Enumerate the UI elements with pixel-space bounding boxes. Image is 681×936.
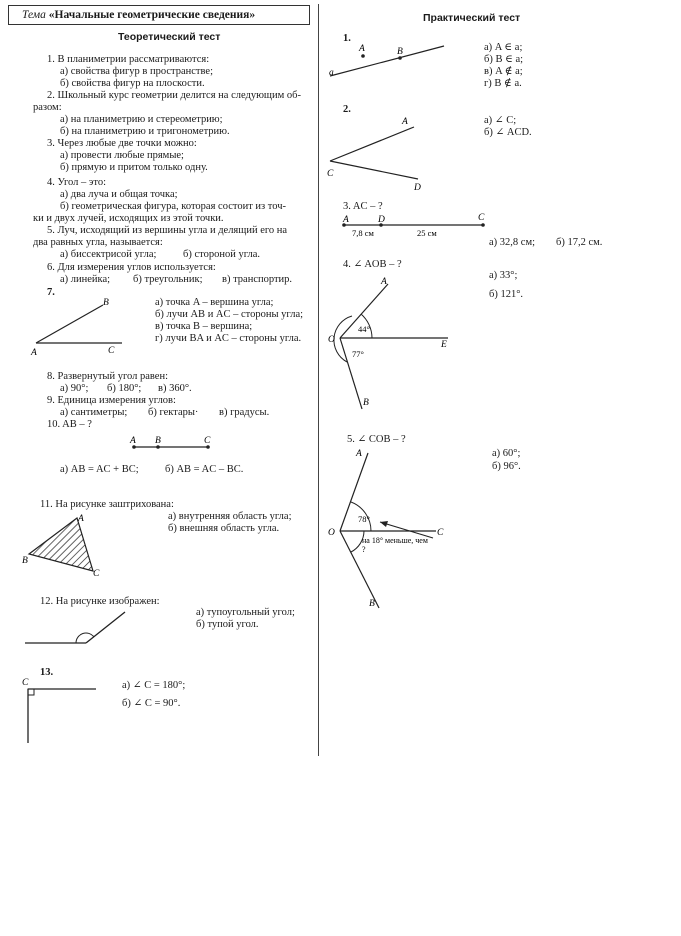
q7-option-c: в) точка B – вершина; [155,321,253,332]
p2: 2. [343,104,351,115]
practice-title: Практический тест [423,12,521,24]
q9-option-a: а) сантиметры; [60,407,128,418]
q5: 5. Луч, исходящий из вершины угла и делящий его на [47,225,288,236]
p5-question: ? [362,545,366,554]
p1-option-a: а) A ∈ a; [484,42,523,53]
q2: 2. Школьный курс геометрии делится на следующим об- [47,90,301,101]
p5-note: на 18° меньше, чем [362,536,428,545]
p3-label-c: C [478,213,485,223]
q10-label-c: C [204,436,211,446]
p4-option-b: б) 121°. [489,289,524,300]
p3-label-ad: 7,8 см [352,228,374,238]
q11-option-a: а) внутренняя область угла; [168,511,292,522]
q7-option-d: г) лучи BA и AC – стороны угла. [155,333,302,344]
p1-option-b: б) B ∈ a; [484,54,524,65]
q12: 12. На рисунке изображен: [40,596,160,607]
q6-option-b: б) треугольник; [133,274,203,285]
q13-label-c: C [22,678,29,688]
q10: 10. AB – ? [47,419,92,430]
p4-label-e: E [441,340,447,350]
q1-option-a: а) свойства фигур в пространстве; [60,66,213,77]
topic-prefix: Тема [22,9,46,21]
p3-option-b: б) 17,2 см. [556,237,603,248]
q7-label-b: B [103,298,109,308]
p4: 4. ∠ AOB – ? [343,259,402,270]
q4-option-b-cont: ки и двух лучей, исходящих из этой точки. [33,213,224,224]
q11-label-b: B [22,556,28,566]
q10-option-b: б) AB = AC – BC. [165,464,244,475]
q5-option-a: а) биссектрисой угла; [60,249,157,260]
q10-label-b: B [155,436,161,446]
q12-option-b: б) тупой угол. [196,619,259,630]
q7: 7. [47,287,55,298]
p5-option-b: б) 96°. [492,461,521,472]
p2-label-a: A [402,117,408,127]
p1-label-a: A [359,44,365,54]
q5-cont: два равных угла, называется: [33,237,163,248]
p5-angle-78: 78° [358,514,370,524]
p5-label-b: B [369,599,375,609]
p5: 5. ∠ COB – ? [347,434,406,445]
q3-option-a: а) провести любые прямые; [60,150,184,161]
p1-option-d: г) B ∉ a. [484,78,522,89]
p2-option-b: б) ∠ ACD. [484,127,532,138]
p5-option-a: а) 60°; [492,448,521,459]
p4-label-a: A [381,277,387,287]
q3-option-b: б) прямую и притом только одну. [60,162,208,173]
q6-option-a: а) линейка; [60,274,111,285]
p1-label-b: B [397,47,403,57]
p5-label-a: A [356,449,362,459]
p4-angle-44: 44° [358,324,370,334]
p4-label-o: O [328,335,335,345]
p5-label-o: O [328,528,335,538]
q1-option-b: б) свойства фигур на плоскости. [60,78,205,89]
q6-option-c: в) транспортир. [222,274,293,285]
q6: 6. Для измерения углов используется: [47,262,216,273]
q2-cont: разом: [33,102,62,113]
p5-label-c: C [437,528,444,538]
q13-option-a: а) ∠ C = 180°; [122,680,186,691]
p3-option-a: а) 32,8 см; [489,237,536,248]
q9-option-c: в) градусы. [219,407,270,418]
q3: 3. Через любые две точки можно: [47,138,197,149]
theory-title: Теоретический тест [118,31,221,43]
q10-label-a: A [130,436,136,446]
q8-option-a: а) 90°; [60,383,89,394]
q7-option-b: б) лучи AB и AC – стороны угла; [155,309,304,320]
p1-option-c: в) A ∉ a; [484,66,523,77]
p2-label-d: D [414,183,421,193]
q2-option-b: б) на планиметрию и тригонометрию. [60,126,230,137]
q8-option-b: б) 180°; [107,383,142,394]
q4: 4. Угол – это: [47,177,107,188]
p3-label-a: A [343,215,349,225]
q2-option-a: а) на планиметрию и стереометрию; [60,114,223,125]
p3-label-dc: 25 см [417,228,437,238]
q13: 13. [40,667,54,678]
q10-option-a: а) AB = AC + BC; [60,464,139,475]
topic-title: «Начальные геометрические сведения» [48,9,256,21]
q7-label-c: C [108,346,115,356]
p3-label-d: D [378,215,385,225]
p3: 3. AC – ? [343,201,383,212]
q8: 8. Развернутый угол равен: [47,371,168,382]
q9: 9. Единица измерения углов: [47,395,176,406]
q4-option-b: б) геометрическая фигура, которая состоит из точ- [60,201,287,212]
q11: 11. На рисунке заштрихована: [40,499,174,510]
p2-label-c: C [327,169,334,179]
p1: 1. [343,33,351,44]
q12-option-a: а) тупоугольный угол; [196,607,295,618]
q1: 1. В планиметрии рассматриваются: [47,54,210,65]
q5-option-b: б) стороной угла. [183,249,260,260]
q4-option-a: а) два луча и общая точка; [60,189,178,200]
q8-option-c: в) 360°. [158,383,192,394]
q9-option-b: б) гектары· [148,407,199,418]
q13-option-b: б) ∠ C = 90°. [122,698,181,709]
p4-option-a: а) 33°; [489,270,518,281]
q11-label-c: C [93,569,100,579]
p4-label-b: B [363,398,369,408]
p1-label-line: a [329,68,334,78]
p2-option-a: а) ∠ C; [484,115,517,126]
q7-label-a: A [31,348,37,358]
q11-label-a: A [78,514,84,524]
q7-option-a: а) точка A – вершина угла; [155,297,274,308]
q11-option-b: б) внешняя область угла. [168,523,280,534]
p4-angle-77: 77° [352,349,364,359]
